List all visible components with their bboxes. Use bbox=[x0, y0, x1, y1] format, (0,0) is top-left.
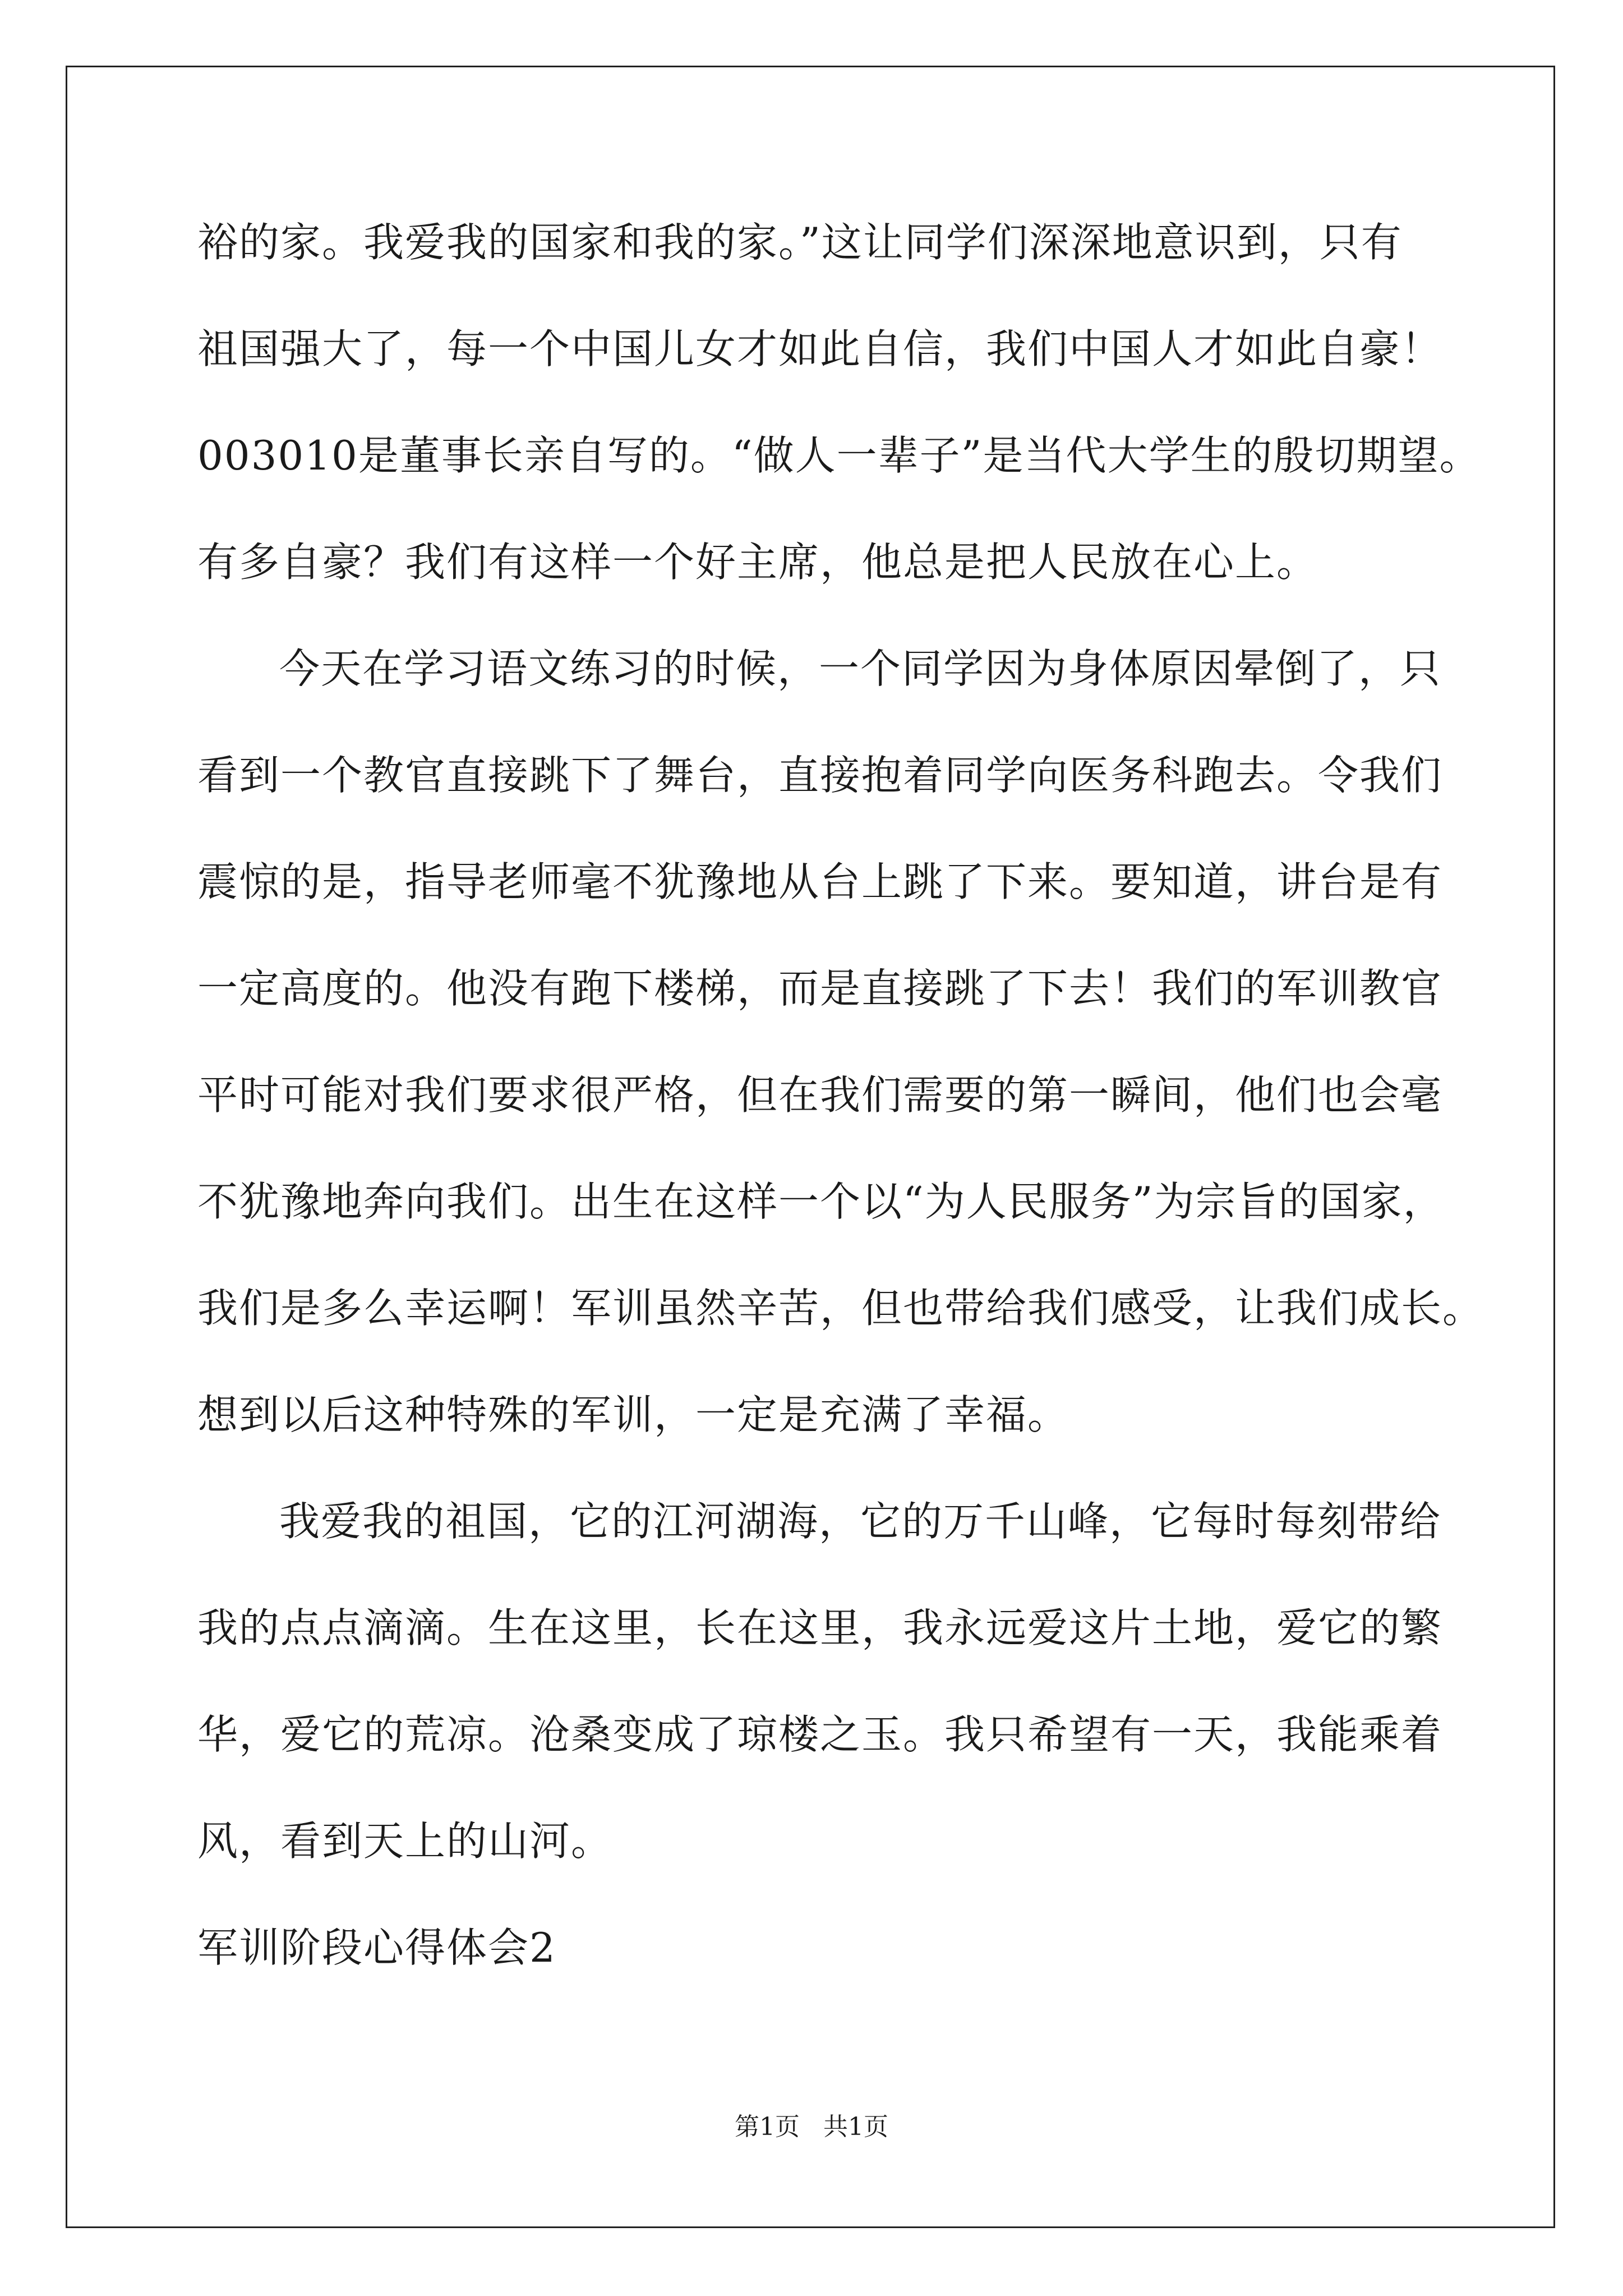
text-line: 我爱我的祖国，它的江河湖海，它的万千山峰，它每时每刻带给 bbox=[279, 1498, 1442, 1545]
text-line: 不犹豫地奔向我们。出生在这样一个以“为人民服务”为宗旨的国家， bbox=[197, 1178, 1445, 1225]
text-line: 想到以后这种特殊的军训，一定是充满了幸福。 bbox=[197, 1391, 1069, 1438]
paragraph-3 bbox=[197, 1488, 1443, 1914]
text-line: 我们是多么幸运啊！军训虽然辛苦，但也带给我们感受，让我们成长。 bbox=[197, 1285, 1484, 1332]
text-line: 震惊的是，指导老师毫不犹豫地从台上跳了下来。要知道，讲台是有 bbox=[197, 858, 1443, 905]
paragraph-2 bbox=[197, 635, 1484, 1488]
paragraph-1 bbox=[197, 209, 1481, 635]
text-line: 祖国强大了，每一个中国儿女才如此自信，我们中国人才如此自豪！ bbox=[197, 325, 1443, 372]
text-line: 我的点点滴滴。生在这里，长在这里，我永远爱这片土地，爱它的繁 bbox=[197, 1604, 1443, 1651]
text-line: 裕的家。我爱我的国家和我的家。”这让同学们深深地意识到，只有 bbox=[197, 219, 1403, 266]
section-heading: 军训阶段心得体会2 bbox=[197, 1924, 556, 1971]
text-line: 看到一个教官直接跳下了舞台，直接抱着同学向医务科跑去。令我们 bbox=[197, 752, 1443, 799]
text-line: 有多自豪？我们有这样一个好主席，他总是把人民放在心上。 bbox=[197, 539, 1318, 586]
text-line: 003010是董事长亲自写的。“做人一辈子”是当代大学生的殷切期望。 bbox=[197, 432, 1481, 479]
text-line: 风，看到天上的山河。 bbox=[197, 1818, 613, 1865]
text-line: 华，爱它的荒凉。沧桑变成了琼楼之玉。我只希望有一天，我能乘着 bbox=[197, 1711, 1443, 1758]
text-line: 平时可能对我们要求很严格，但在我们需要的第一瞬间，他们也会毫 bbox=[197, 1071, 1443, 1119]
text-line: 一定高度的。他没有跑下楼梯，而是直接跳了下去！我们的军训教官 bbox=[197, 965, 1443, 1012]
text-line: 今天在学习语文练习的时候，一个同学因为身体原因晕倒了，只 bbox=[279, 645, 1442, 692]
page-footer: 第1页 共1页 bbox=[735, 2113, 888, 2141]
document-body bbox=[197, 209, 1484, 2021]
